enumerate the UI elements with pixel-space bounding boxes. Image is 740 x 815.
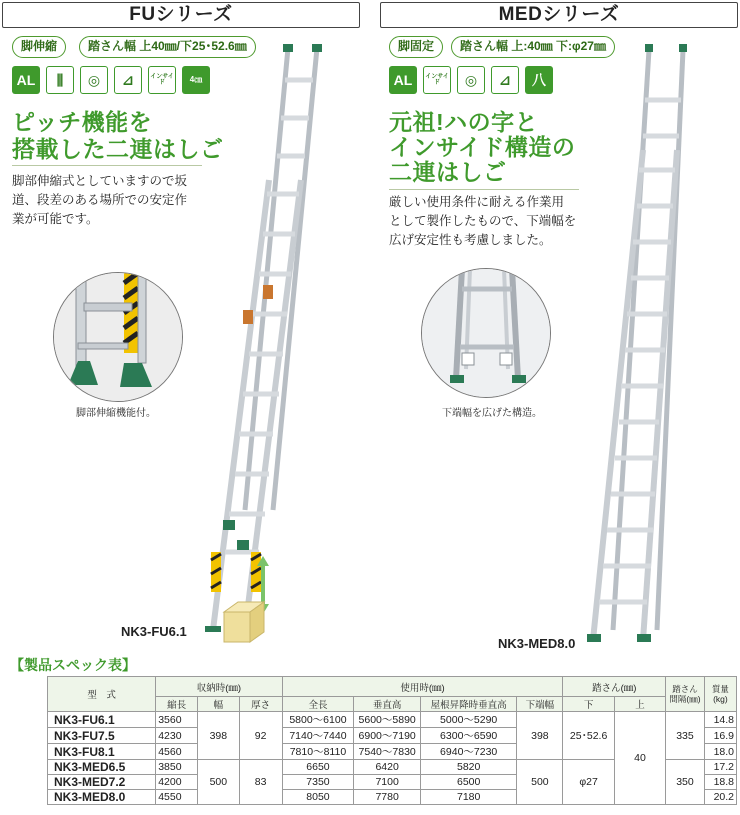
med-headline-1: 元祖!ハの字と [389, 109, 539, 135]
col-short: 縮長 [156, 697, 198, 712]
col-rung: 踏さん(㎜) [563, 677, 666, 697]
spec-table-heading: 【製品スペック表】 [10, 657, 136, 673]
med-ladder-image [575, 40, 705, 645]
fu-model-label: NK3-FU6.1 [121, 624, 187, 639]
fu-feature-icons [12, 66, 210, 94]
table-row: NK3-FU8.1 4560 7810～8110 7540～7830 6940～7230 18.0 [48, 744, 737, 760]
table-row: NK3-MED7.2 4200 7350 7100 6500 18.8 [48, 775, 737, 790]
ladder-shape-icon: ⫼ [46, 66, 74, 94]
table-row: NK3-MED8.0 4550 8050 7780 7180 20.2 [48, 790, 737, 805]
med-feature-icons [389, 66, 553, 94]
spec-table [47, 676, 737, 805]
fu-headline-2: 搭載した二連はしご [12, 136, 224, 162]
fu-description: 脚部伸縮式としていますので坂 道、段差のある場所での安定作 業が可能です。 [12, 174, 188, 226]
al-icon: AL [389, 66, 417, 94]
inside-icon: インサイド [423, 66, 451, 94]
col-pitch: 踏さん間隔(㎜) [666, 677, 705, 712]
al-icon: AL [12, 66, 40, 94]
col-used: 使用時(㎜) [282, 677, 563, 697]
col-width: 幅 [197, 697, 239, 712]
med-leg-type-pill: 脚固定 [389, 36, 443, 58]
col-stored: 収納時(㎜) [156, 677, 282, 697]
med-description: 厳しい使用条件に耐える作業用 として製作したもので、下端幅を 広げ安定性も考慮しました。 [389, 195, 577, 247]
med-headline-3: 二連はしご [389, 159, 507, 185]
table-row: NK3-MED6.5 3850 500 83 6650 6420 5820 500 φ27 350 17.2 [48, 760, 737, 775]
inside-icon: インサイド [148, 66, 176, 94]
col-weight: 質量(kg) [704, 677, 736, 712]
med-series-title: MEDシリーズ [380, 2, 738, 28]
med-detail-caption: 下端幅を広げた構造。 [442, 408, 542, 419]
col-thick: 厚さ [239, 697, 282, 712]
col-roof: 屋根昇降時垂直高 [420, 697, 516, 712]
fu-rung-width-pill: 踏さん幅 上40㎜/下25･52.6㎜ [79, 36, 256, 58]
support-block-image [222, 600, 266, 644]
table-row: NK3-FU7.5 4230 7140～7440 6900～7190 6300～6590 16.9 [48, 728, 737, 744]
foot-icon: ⊿ [114, 66, 142, 94]
foot-icon: ⊿ [491, 66, 519, 94]
col-bottom: 下端幅 [517, 697, 563, 712]
fu-detail-caption: 脚部伸縮機能付。 [76, 408, 156, 419]
fu-divider [12, 165, 202, 166]
fu-series-title: FUシリーズ [2, 2, 360, 28]
fu-headline-1: ピッチ機能を [12, 109, 153, 135]
med-leg-detail-image [421, 268, 551, 398]
med-model-label: NK3-MED8.0 [498, 636, 576, 651]
rung-detail-icon: ◎ [80, 66, 108, 94]
col-upper: 上 [614, 697, 665, 712]
col-lower: 下 [563, 697, 614, 712]
rung-detail-icon: ◎ [457, 66, 485, 94]
fu-leg-type-pill: 脚伸縮 [12, 36, 66, 58]
fu-ladder-image [185, 40, 335, 640]
splayed-legs-icon: 八 [525, 66, 553, 94]
med-rung-width-pill: 踏さん幅 上:40㎜ 下:φ27㎜ [451, 36, 615, 58]
med-headline-2: インサイド構造の [389, 134, 576, 160]
table-row: NK3-FU6.1 3560 398 92 5800～6100 5600～5890 5000～5290 398 25･52.6 40 335 14.8 [48, 712, 737, 728]
col-vert: 垂直高 [354, 697, 421, 712]
col-model: 型 式 [48, 677, 156, 712]
col-full: 全長 [282, 697, 354, 712]
height-adjust-icon: 4㎝ [182, 66, 210, 94]
fu-leg-detail-image [53, 272, 183, 402]
med-divider [389, 189, 579, 190]
